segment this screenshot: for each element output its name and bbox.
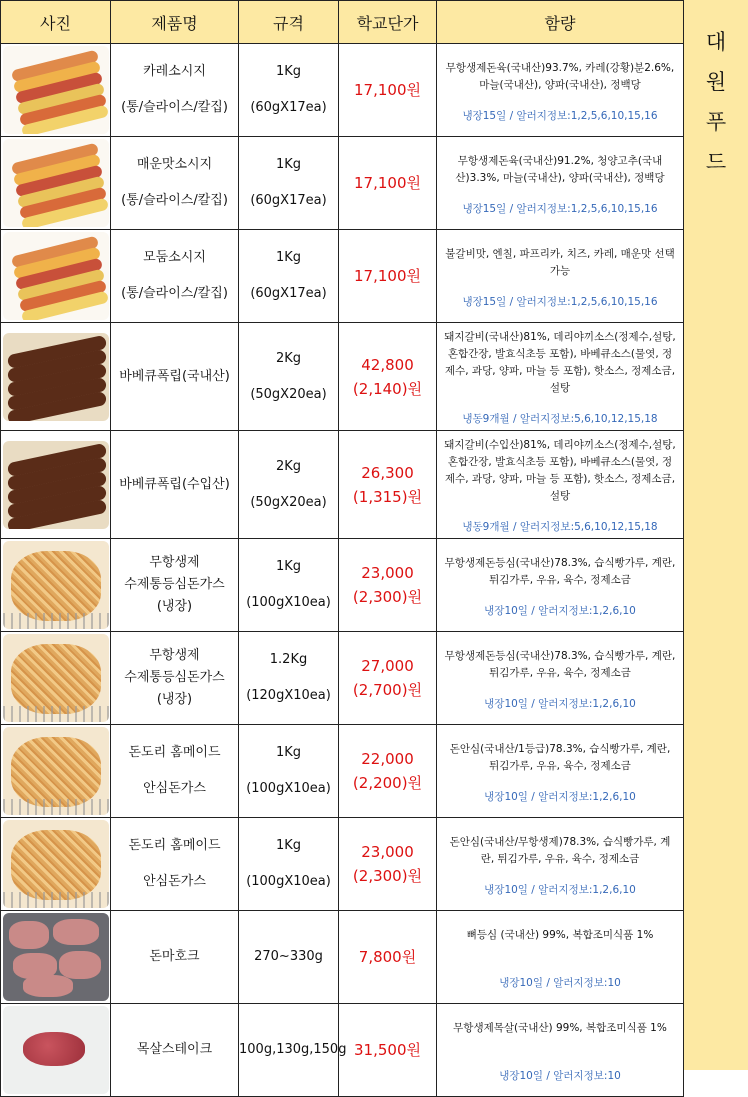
ingredients: 돈안심(국내산/무항생제)78.3%, 습식빵가루, 계란, 튀김가루, 우유, 육수, 정제소금	[449, 835, 671, 865]
ingredients: 무항생제목살(국내산) 99%, 복합조미식품 1%	[453, 1021, 667, 1034]
brand-sidebar	[683, 0, 748, 1070]
spec-line: 2Kg	[275, 458, 302, 474]
spec-line: (60gX17ea)	[250, 193, 327, 208]
photo-cell	[1, 818, 111, 911]
product-photo-rib	[3, 441, 109, 529]
name-line: (냉장)	[156, 692, 193, 707]
product-spec	[239, 818, 339, 911]
name-line: 바베큐폭립(국내산)	[119, 368, 230, 384]
header-spec: 규격	[239, 1, 339, 44]
photo-cell	[1, 539, 111, 632]
spec-line: (100gX10ea)	[246, 595, 331, 610]
name-line: 안심돈가스	[143, 781, 206, 796]
spec-line: (100gX10ea)	[246, 781, 331, 796]
price-line: 17,100원	[354, 267, 421, 285]
name-line: 수제통등심돈가스	[124, 577, 225, 592]
product-name	[111, 632, 239, 725]
product-photo-katsu	[3, 634, 109, 722]
spec-line: 100g,130g,150g	[239, 1042, 347, 1057]
spec-line: (50gX20ea)	[250, 386, 327, 402]
product-content	[437, 539, 684, 632]
product-photo-sausage	[3, 232, 109, 320]
name-line: 돈마호크	[149, 949, 200, 964]
product-price	[339, 323, 437, 431]
product-name	[111, 539, 239, 632]
product-content	[437, 911, 684, 1004]
table-row	[1, 323, 684, 431]
product-content	[437, 323, 684, 431]
spec-line: (120gX10ea)	[246, 688, 331, 703]
spec-line: 1Kg	[275, 64, 302, 79]
spec-line: 1Kg	[275, 838, 302, 853]
product-spec	[239, 725, 339, 818]
name-line: 안심돈가스	[143, 874, 206, 889]
ingredients: 무항생제돈육(국내산)91.2%, 청양고추(국내산)3.3%, 마늘(국내산), 양파(국내산), 정백당	[455, 154, 665, 184]
photo-cell	[1, 44, 111, 137]
spec-line: (50gX20ea)	[250, 494, 327, 510]
product-content	[437, 1004, 684, 1097]
name-line: (통/슬라이스/칼집)	[121, 286, 228, 301]
product-content	[437, 431, 684, 539]
price-line: (2,200)원	[352, 774, 423, 792]
table-row	[1, 539, 684, 632]
name-line: 무항생제	[149, 648, 200, 663]
spec-line: 270~330g	[254, 949, 323, 964]
price-line: (2,300)원	[352, 588, 423, 606]
spec-line: (60gX17ea)	[250, 286, 327, 301]
product-content	[437, 44, 684, 137]
storage-allergy: 냉장10일 / 알러지정보:1,2,6,10	[484, 883, 636, 896]
product-price	[339, 431, 437, 539]
photo-cell	[1, 323, 111, 431]
product-photo-katsu	[3, 541, 109, 629]
price-line: 31,500원	[354, 1041, 421, 1059]
name-line: 바베큐폭립(수입산)	[119, 476, 230, 492]
product-spec	[239, 230, 339, 323]
spec-line: (60gX17ea)	[250, 100, 327, 115]
photo-cell	[1, 725, 111, 818]
product-photo-sausage	[3, 139, 109, 227]
product-price	[339, 725, 437, 818]
name-line: 수제통등심돈가스	[124, 670, 225, 685]
product-spec	[239, 44, 339, 137]
storage-allergy: 냉장10일 / 알러지정보:1,2,6,10	[484, 604, 636, 617]
name-line: 매운맛소시지	[136, 157, 213, 172]
table-row	[1, 725, 684, 818]
product-photo-steak	[3, 1006, 109, 1094]
brand-char: 드	[705, 150, 727, 174]
photo-cell	[1, 911, 111, 1004]
product-name	[111, 323, 239, 431]
price-line: (1,315)원	[352, 487, 423, 506]
price-line: 23,000	[361, 564, 414, 582]
product-content	[437, 632, 684, 725]
product-spec	[239, 431, 339, 539]
table-row	[1, 632, 684, 725]
price-line: 17,100원	[354, 81, 421, 99]
product-name	[111, 431, 239, 539]
product-name	[111, 44, 239, 137]
product-photo-rib	[3, 333, 109, 421]
storage-allergy: 냉장15일 / 알러지정보:1,2,5,6,10,15,16	[462, 202, 658, 215]
ingredients: 무항생제돈등심(국내산)78.3%, 습식빵가루, 계란, 튀김가루, 우유, 육수, 정제소금	[444, 649, 676, 679]
name-line: (통/슬라이스/칼집)	[121, 100, 228, 115]
product-spec	[239, 1004, 347, 1097]
spec-line: 2Kg	[275, 350, 302, 366]
table-row	[1, 911, 684, 1004]
header-content: 함량	[437, 1, 684, 44]
product-content	[437, 230, 684, 323]
table-row	[1, 230, 684, 323]
name-line: (통/슬라이스/칼집)	[121, 193, 228, 208]
product-photo-katsu	[3, 820, 109, 908]
photo-cell	[1, 632, 111, 725]
product-spec	[239, 911, 339, 1004]
storage-allergy: 냉장15일 / 알러지정보:1,2,5,6,10,15,16	[462, 295, 658, 308]
product-name	[111, 1004, 239, 1097]
product-price	[339, 230, 437, 323]
name-line: 무항생제	[149, 555, 200, 570]
storage-allergy: 냉장10일 / 알러지정보:1,2,6,10	[484, 790, 636, 803]
storage-allergy: 냉동9개월 / 알러지정보:5,6,10,12,15,18	[462, 521, 658, 533]
table-row	[1, 137, 684, 230]
price-line: (2,140)원	[352, 379, 423, 398]
spec-line: 1Kg	[275, 745, 302, 760]
photo-cell	[1, 230, 111, 323]
product-price	[339, 137, 437, 230]
product-price	[339, 911, 437, 1004]
price-line: 22,000	[361, 750, 414, 768]
product-price	[339, 632, 437, 725]
product-price	[339, 1004, 437, 1097]
spec-line: 1Kg	[275, 157, 302, 172]
product-price	[339, 44, 437, 137]
product-spec	[239, 137, 339, 230]
table-row	[1, 1004, 684, 1097]
ingredients: 무항생제돈등심(국내산)78.3%, 습식빵가루, 계란, 튀김가루, 우유, 육수, 정제소금	[444, 556, 676, 586]
ingredients: 돈안심(국내산/1등급)78.3%, 습식빵가루, 계란, 튀김가루, 우유, 육수, 정제소금	[449, 742, 671, 772]
storage-allergy: 냉장10일 / 알러지정보:10	[499, 1069, 621, 1082]
spec-line: 1Kg	[275, 250, 302, 265]
product-content	[437, 137, 684, 230]
price-line: 7,800원	[358, 948, 417, 966]
table-row	[1, 44, 684, 137]
price-line: 26,300	[361, 463, 414, 482]
photo-cell	[1, 137, 111, 230]
product-name	[111, 818, 239, 911]
product-photo-pork-chop	[3, 913, 109, 1001]
header-row	[1, 1, 684, 44]
ingredients: 불갈비맛, 엔칠, 파프리카, 치즈, 카레, 매운맛 선택가능	[445, 247, 675, 277]
name-line: 카레소시지	[143, 64, 206, 79]
price-line: (2,700)원	[352, 681, 423, 699]
name-line: 모둠소시지	[143, 250, 206, 265]
product-price	[339, 818, 437, 911]
ingredients: 무항생제돈육(국내산)93.7%, 카레(강황)분2.6%, 마늘(국내산), 양파(국내산), 정백당	[445, 61, 675, 91]
spec-line: 1.2Kg	[269, 652, 308, 667]
ingredients: 돼지갈비(국내산)81%, 데리야끼소스(정제수,설탕,혼합간장, 발효식초등 포함), 바베큐소스(물엿, 정제수, 과당, 양파, 마늘 등 포함), 핫소스, 정제소금, 설탕	[444, 331, 676, 394]
spec-line: 1Kg	[275, 559, 302, 574]
storage-allergy: 냉장15일 / 알러지정보:1,2,5,6,10,15,16	[462, 109, 658, 122]
product-name	[111, 137, 239, 230]
spec-line: (100gX10ea)	[246, 874, 331, 889]
product-photo-katsu	[3, 727, 109, 815]
name-line: 돈도리 홈메이드	[128, 745, 221, 760]
product-photo-sausage	[3, 46, 109, 134]
product-content	[437, 725, 684, 818]
price-line: 27,000	[361, 657, 414, 675]
header-price: 학교단가	[339, 1, 437, 44]
ingredients: 돼지갈비(수입산)81%, 데리야끼소스(정제수,설탕,혼합간장, 발효식초등 포함), 바베큐소스(물엿, 정제수, 과당, 양파, 마늘 등 포함), 핫소스, 정제소금, 설탕	[444, 439, 676, 502]
price-line: 17,100원	[354, 174, 421, 192]
name-line: 돈도리 홈메이드	[128, 838, 221, 853]
name-line: (냉장)	[156, 599, 193, 614]
storage-allergy: 냉장10일 / 알러지정보:10	[499, 976, 621, 989]
product-spec	[239, 632, 339, 725]
table-row	[1, 818, 684, 911]
product-name	[111, 725, 239, 818]
photo-cell	[1, 431, 111, 539]
brand-char: 원	[705, 70, 727, 94]
header-photo: 사진	[1, 1, 111, 44]
brand-char: 대	[705, 30, 727, 54]
storage-allergy: 냉동9개월 / 알러지정보:5,6,10,12,15,18	[462, 413, 658, 425]
ingredients: 뼈등심 (국내산) 99%, 복합조미식품 1%	[466, 928, 654, 941]
photo-cell	[1, 1004, 111, 1097]
product-spec	[239, 323, 339, 431]
product-name	[111, 911, 239, 1004]
price-line: (2,300)원	[352, 867, 423, 885]
price-line: 23,000	[361, 843, 414, 861]
product-content	[437, 818, 684, 911]
product-spec	[239, 539, 339, 632]
brand-char: 푸	[705, 110, 727, 134]
storage-allergy: 냉장10일 / 알러지정보:1,2,6,10	[484, 697, 636, 710]
name-line: 목살스테이크	[136, 1042, 213, 1057]
product-price	[339, 539, 437, 632]
table-row	[1, 431, 684, 539]
price-line: 42,800	[361, 355, 414, 374]
header-name: 제품명	[111, 1, 239, 44]
product-name	[111, 230, 239, 323]
